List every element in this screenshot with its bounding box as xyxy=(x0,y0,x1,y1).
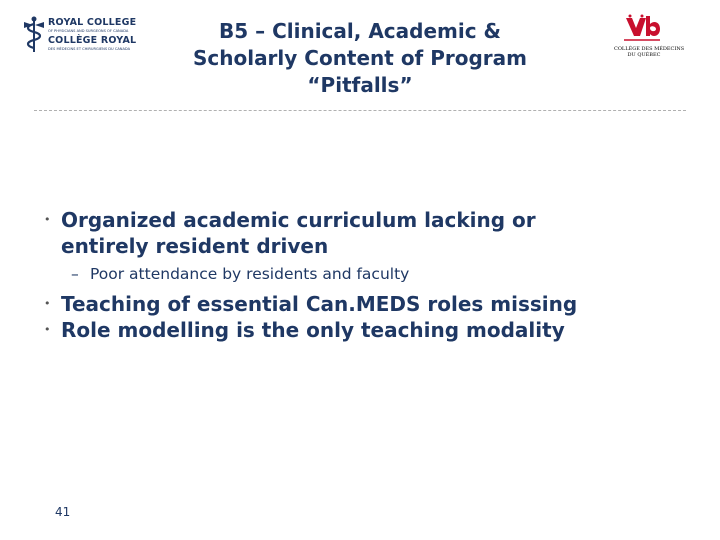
header-divider xyxy=(34,110,686,111)
cmq-logo xyxy=(612,14,685,62)
cmq-logo-text xyxy=(614,46,685,58)
bullet-dot-icon: • xyxy=(44,323,51,336)
title-line-2: Scholarly Content of Program xyxy=(192,46,528,70)
dash-icon: – xyxy=(71,265,79,283)
logo-subtext-french: DES MÉDECINS ET CHIRURGIENS DU CANADA xyxy=(48,47,131,51)
bullet-text-line-1: Organized academic curriculum lacking or xyxy=(61,208,536,232)
logo-text-royal-college: ROYAL COLLEGE xyxy=(48,17,137,28)
cmq-emblem-icon xyxy=(620,14,664,44)
bullet-item xyxy=(44,291,704,317)
caduceus-crest-icon xyxy=(22,16,46,54)
bullet-text: Teaching of essential Can.MEDS roles missing xyxy=(61,292,578,316)
title-line-1: B5 – Clinical, Academic & xyxy=(218,19,501,43)
cmq-logo-text-line-2: DU QUÉBEC xyxy=(627,52,661,58)
title-line-3: “Pitfalls” xyxy=(307,73,413,97)
bullet-list xyxy=(44,207,704,343)
bullet-dot-icon: • xyxy=(44,297,51,310)
bullet-item xyxy=(44,317,704,343)
bullet-text-line-2: entirely resident driven xyxy=(61,234,329,258)
cmq-logo-text-line-1: COLLÈGE DES MÉDECINS xyxy=(614,46,685,52)
bullet-dot-icon: • xyxy=(44,213,51,226)
logo-subtext-english: OF PHYSICIANS AND SURGEONS OF CANADA xyxy=(48,29,129,33)
sub-bullet-item xyxy=(44,264,704,284)
bullet-item xyxy=(44,207,704,259)
sub-bullet-text: Poor attendance by residents and faculty xyxy=(90,265,410,283)
page-number: 41 xyxy=(55,505,71,519)
logo-text-college-royal: COLLÈGE ROYAL xyxy=(48,35,137,46)
bullet-text: Role modelling is the only teaching modality xyxy=(61,318,565,342)
slide-title xyxy=(140,18,580,99)
